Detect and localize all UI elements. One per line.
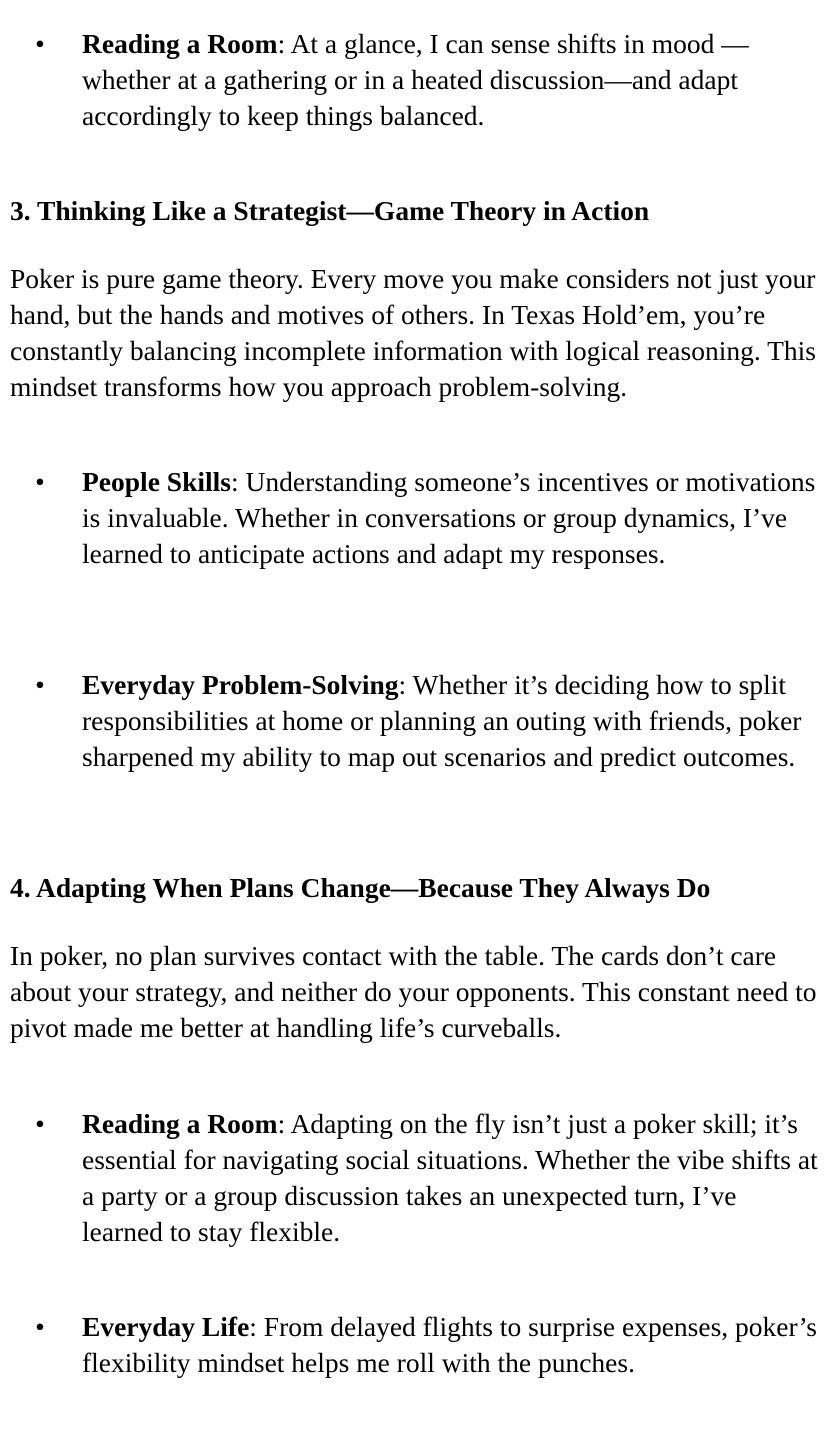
- section-paragraph-3: Poker is pure game theory. Every move you make considers not just your hand, but the hands and motives of others. In Texas Hold’em, you’re constantly balancing incomplete information with logical reasoning. This mindset transforms how you approach problem-solving.: [10, 263, 816, 402]
- bullet-marker: •: [35, 28, 45, 59]
- list-item-text: [82, 1106, 822, 1250]
- list-item-term: Everyday Problem-Solving: [82, 669, 399, 700]
- bullet-marker: •: [35, 1108, 45, 1139]
- list-item-term: Reading a Room: [82, 28, 278, 59]
- list-item-term: People Skills: [82, 466, 231, 497]
- list-item-description: : Understanding someone’s incentives or motivations is invaluable. Whether in conversations or group dynamics, I’ve learned to anticipate actions and adapt my responses.: [82, 466, 816, 569]
- list-item-text: [82, 464, 822, 572]
- section-heading-3: 3. Thinking Like a Strategist—Game Theory in Action: [10, 195, 650, 226]
- bullet-marker: •: [35, 1311, 45, 1342]
- bullet-marker: •: [35, 466, 45, 497]
- section-paragraph-4: In poker, no plan survives contact with the table. The cards don’t care about your strategy, and neither do your opponents. This constant need to pivot made me better at handling life’s curveballs.: [10, 940, 817, 1043]
- list-item-description: : At a glance, I can sense shifts in mood —whether at a gathering or in a heated discussion—and adapt accordingly to keep things balanced.: [82, 28, 749, 131]
- list-item-text: [82, 667, 822, 775]
- section-heading-4: 4. Adapting When Plans Change—Because They Always Do: [10, 872, 711, 903]
- list-item-text: [82, 26, 822, 134]
- list-item-term: Reading a Room: [82, 1108, 278, 1139]
- list-item-description: : From delayed flights to surprise expenses, poker’s flexibility mindset helps me roll with the punches.: [82, 1311, 818, 1378]
- list-item-description: : Adapting on the fly isn’t just a poker skill; it’s essential for navigating social situations. Whether the vibe shifts at a party or a group discussion takes an unexpected turn, I’ve learned to stay flexible.: [82, 1108, 818, 1247]
- bullet-marker: •: [35, 669, 45, 700]
- list-item-term: Everyday Life: [82, 1311, 250, 1342]
- list-item-description: : Whether it’s deciding how to split responsibilities at home or planning an outing with friends, poker sharpened my ability to map out scenarios and predict outcomes.: [82, 669, 802, 772]
- list-item-text: [82, 1309, 822, 1381]
